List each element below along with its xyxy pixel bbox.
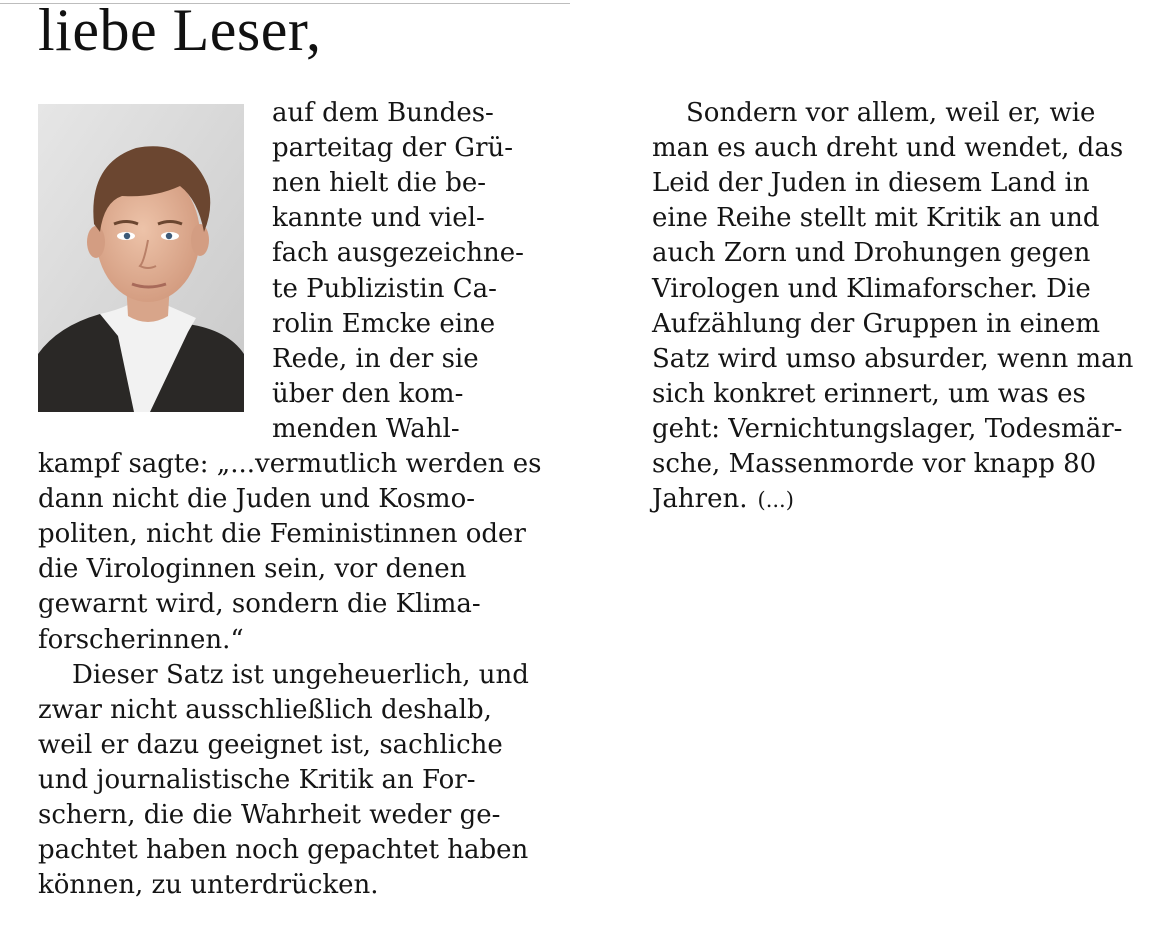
- text-line: weil er dazu geeignet ist, sachliche: [38, 729, 503, 760]
- text-line: sche, Massenmorde vor knapp 80: [652, 449, 1097, 479]
- text-line: auf dem Bundes-: [272, 98, 494, 128]
- text-line: rolin Emcke eine: [272, 308, 496, 339]
- text-line: Aufzählung der Gruppen in einem: [652, 308, 1100, 339]
- text-line: gewarnt wird, sondern die Klima-: [38, 589, 481, 620]
- text-line: Leid der Juden in diesem Land in: [652, 168, 1090, 199]
- text-line: die Virologinnen sein, vor denen: [38, 554, 467, 585]
- text-line: nen hielt die be-: [272, 168, 487, 199]
- text-line: und journalistische Kritik an For-: [38, 764, 476, 795]
- text-line: man es auch dreht und wendet, das: [652, 133, 1124, 164]
- text-line: können, zu unterdrücken.: [38, 870, 379, 901]
- text-line: Virologen und Klimaforscher. Die: [652, 273, 1091, 304]
- text-line: menden Wahl-: [272, 413, 460, 444]
- author-photo: [38, 104, 244, 412]
- headline: liebe Leser,: [38, 0, 322, 63]
- text-line: politen, nicht die Feministinnen oder: [38, 519, 526, 550]
- text-line: kampf sagte: „...vermutlich werden es: [38, 449, 542, 479]
- text-line: über den kom-: [272, 378, 464, 409]
- text-line: geht: Vernichtungslager, Todesmär-: [652, 413, 1123, 444]
- text-line: auch Zorn und Drohungen gegen: [652, 238, 1091, 269]
- text-line: kannte und viel-: [272, 203, 485, 234]
- text-line: eine Reihe stellt mit Kritik an und: [652, 203, 1100, 234]
- text-line: forscherinnen.“: [38, 624, 244, 655]
- ellipsis-marker: (...): [757, 488, 794, 513]
- text-line: zwar nicht ausschließlich deshalb,: [38, 694, 492, 725]
- text-line: Satz wird umso absurder, wenn man: [652, 343, 1134, 374]
- text-line: sich konkret erinnert, um was es: [652, 378, 1086, 409]
- text-line: fach ausgezeichne-: [272, 238, 524, 269]
- text-line: dann nicht die Juden und Kosmo-: [38, 484, 476, 515]
- text-line: te Publizistin Ca-: [272, 273, 497, 304]
- text-line: parteitag der Grü-: [272, 133, 514, 164]
- text-line: Rede, in der sie: [272, 343, 479, 374]
- text-line: Dieser Satz ist ungeheuerlich, und: [72, 659, 529, 690]
- text-line: Jahren. (...): [652, 484, 794, 515]
- text-line: schern, die die Wahrheit weder ge-: [38, 800, 501, 830]
- text-line: Sondern vor allem, weil er, wie: [686, 98, 1096, 128]
- text-line: pachtet haben noch gepachtet haben: [38, 835, 529, 866]
